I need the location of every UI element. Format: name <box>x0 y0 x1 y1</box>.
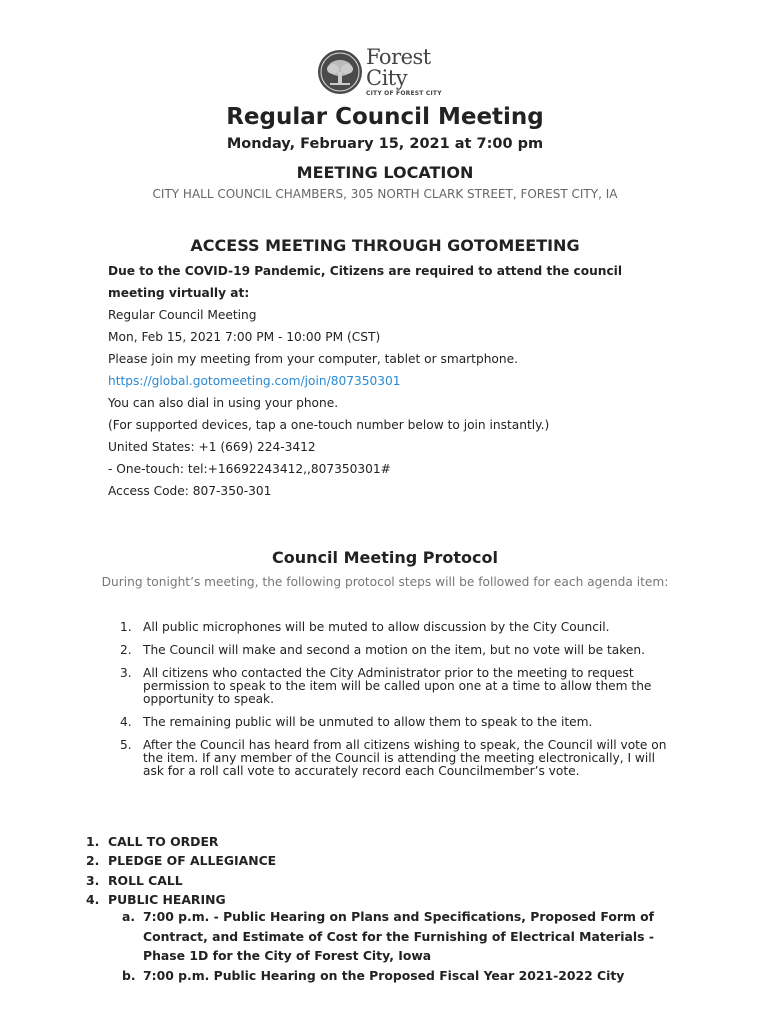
join-instruction-line: Please join my meeting from your computer, tablet or smartphone. <box>108 352 518 366</box>
agenda-item <box>86 851 686 870</box>
access-code-line: Access Code: 807-350-301 <box>108 484 272 498</box>
protocol-step <box>120 621 680 634</box>
protocol-step <box>120 716 680 729</box>
meeting-datetime: Monday, February 15, 2021 at 7:00 pm <box>226 136 544 152</box>
subitem-text: 7:00 p.m. Public Hearing on the Proposed Fiscal Year 2021-2022 City <box>143 967 625 983</box>
step-number: 4. <box>120 715 132 729</box>
subitem-text: 7:00 p.m. - Public Hearing on Plans and Specifications, Proposed Form of Contract, and Estimate of Cost for the Furnishing of Electrical Materials - Phase 1D for the City of Forest City, Iowa <box>143 909 655 964</box>
dial-in-line: You can also dial in using your phone. <box>108 396 339 410</box>
subitem-letter: b. <box>122 967 136 983</box>
protocol-steps <box>120 621 680 788</box>
access-info <box>108 260 668 502</box>
tree-seal-icon <box>318 50 362 94</box>
meeting-time-line: Mon, Feb 15, 2021 7:00 PM - 10:00 PM (CST) <box>108 330 381 344</box>
step-number: 3. <box>120 666 132 680</box>
step-number: 5. <box>120 738 132 752</box>
step-number: 2. <box>120 643 132 657</box>
step-number: 1. <box>120 620 132 634</box>
agenda-item <box>86 832 686 851</box>
agenda-list <box>86 832 686 910</box>
protocol-step <box>120 644 680 657</box>
access-intro-line: Due to the COVID-19 Pandemic, Citizens are required to attend the council <box>108 264 623 278</box>
phone-number-line: United States: +1 (669) 224-3412 <box>108 440 316 454</box>
location-address: CITY HALL COUNCIL CHAMBERS, 305 NORTH CLARK STREET, FOREST CITY, IA <box>152 187 618 201</box>
agenda-text: PLEDGE OF ALLEGIANCE <box>108 853 277 869</box>
agenda-subitem <box>122 966 682 986</box>
access-heading: ACCESS MEETING THROUGH GOTOMEETING <box>190 236 580 255</box>
page-title: Regular Council Meeting <box>226 104 544 130</box>
public-hearing-sublist <box>122 907 682 985</box>
step-text: The Council will make and second a motion on the item, but no vote will be taken. <box>143 643 645 657</box>
agenda-text: CALL TO ORDER <box>108 834 219 849</box>
step-text: The remaining public will be unmuted to allow them to speak to the item. <box>143 715 593 729</box>
agenda-number: 1. <box>86 834 100 849</box>
step-text: All public microphones will be muted to allow discussion by the City Council. <box>143 620 610 634</box>
step-text: All citizens who contacted the City Administrator prior to the meeting to request permission to speak to the item will be called upon one at a time to allow them the opportunity to speak. <box>143 666 652 706</box>
protocol-intro: During tonight’s meeting, the following protocol steps will be followed for each agenda item: <box>101 575 669 589</box>
location-heading: MEETING LOCATION <box>296 163 474 182</box>
city-logo <box>318 45 452 97</box>
one-touch-line: - One-touch: tel:+16692243412,,807350301# <box>108 462 391 476</box>
agenda-text: ROLL CALL <box>108 872 183 888</box>
agenda-subitem <box>122 907 682 966</box>
agenda-number: 4. <box>86 892 100 908</box>
one-touch-note: (For supported devices, tap a one-touch number below to join instantly.) <box>108 418 550 432</box>
protocol-step <box>120 667 680 706</box>
gotomeeting-link[interactable]: https://global.gotomeeting.com/join/807350301 <box>108 374 401 388</box>
agenda-text: PUBLIC HEARING <box>108 892 226 908</box>
protocol-heading: Council Meeting Protocol <box>272 548 498 567</box>
access-intro-line: meeting virtually at: <box>108 286 250 300</box>
logo-name: Forest City <box>366 45 431 90</box>
agenda-item <box>86 871 686 890</box>
agenda-number: 2. <box>86 853 100 869</box>
logo-subtitle: CITY OF FOREST CITY <box>366 90 442 97</box>
step-text: After the Council has heard from all citizens wishing to speak, the Council will vote on the item. If any member of the Council is attending the meeting electronically, I will ask for a roll call vote to accurately record each Councilmember’s vote. <box>143 738 667 778</box>
meeting-name-line: Regular Council Meeting <box>108 308 257 322</box>
agenda-number: 3. <box>86 872 100 888</box>
protocol-step <box>120 739 680 778</box>
subitem-letter: a. <box>122 909 136 924</box>
